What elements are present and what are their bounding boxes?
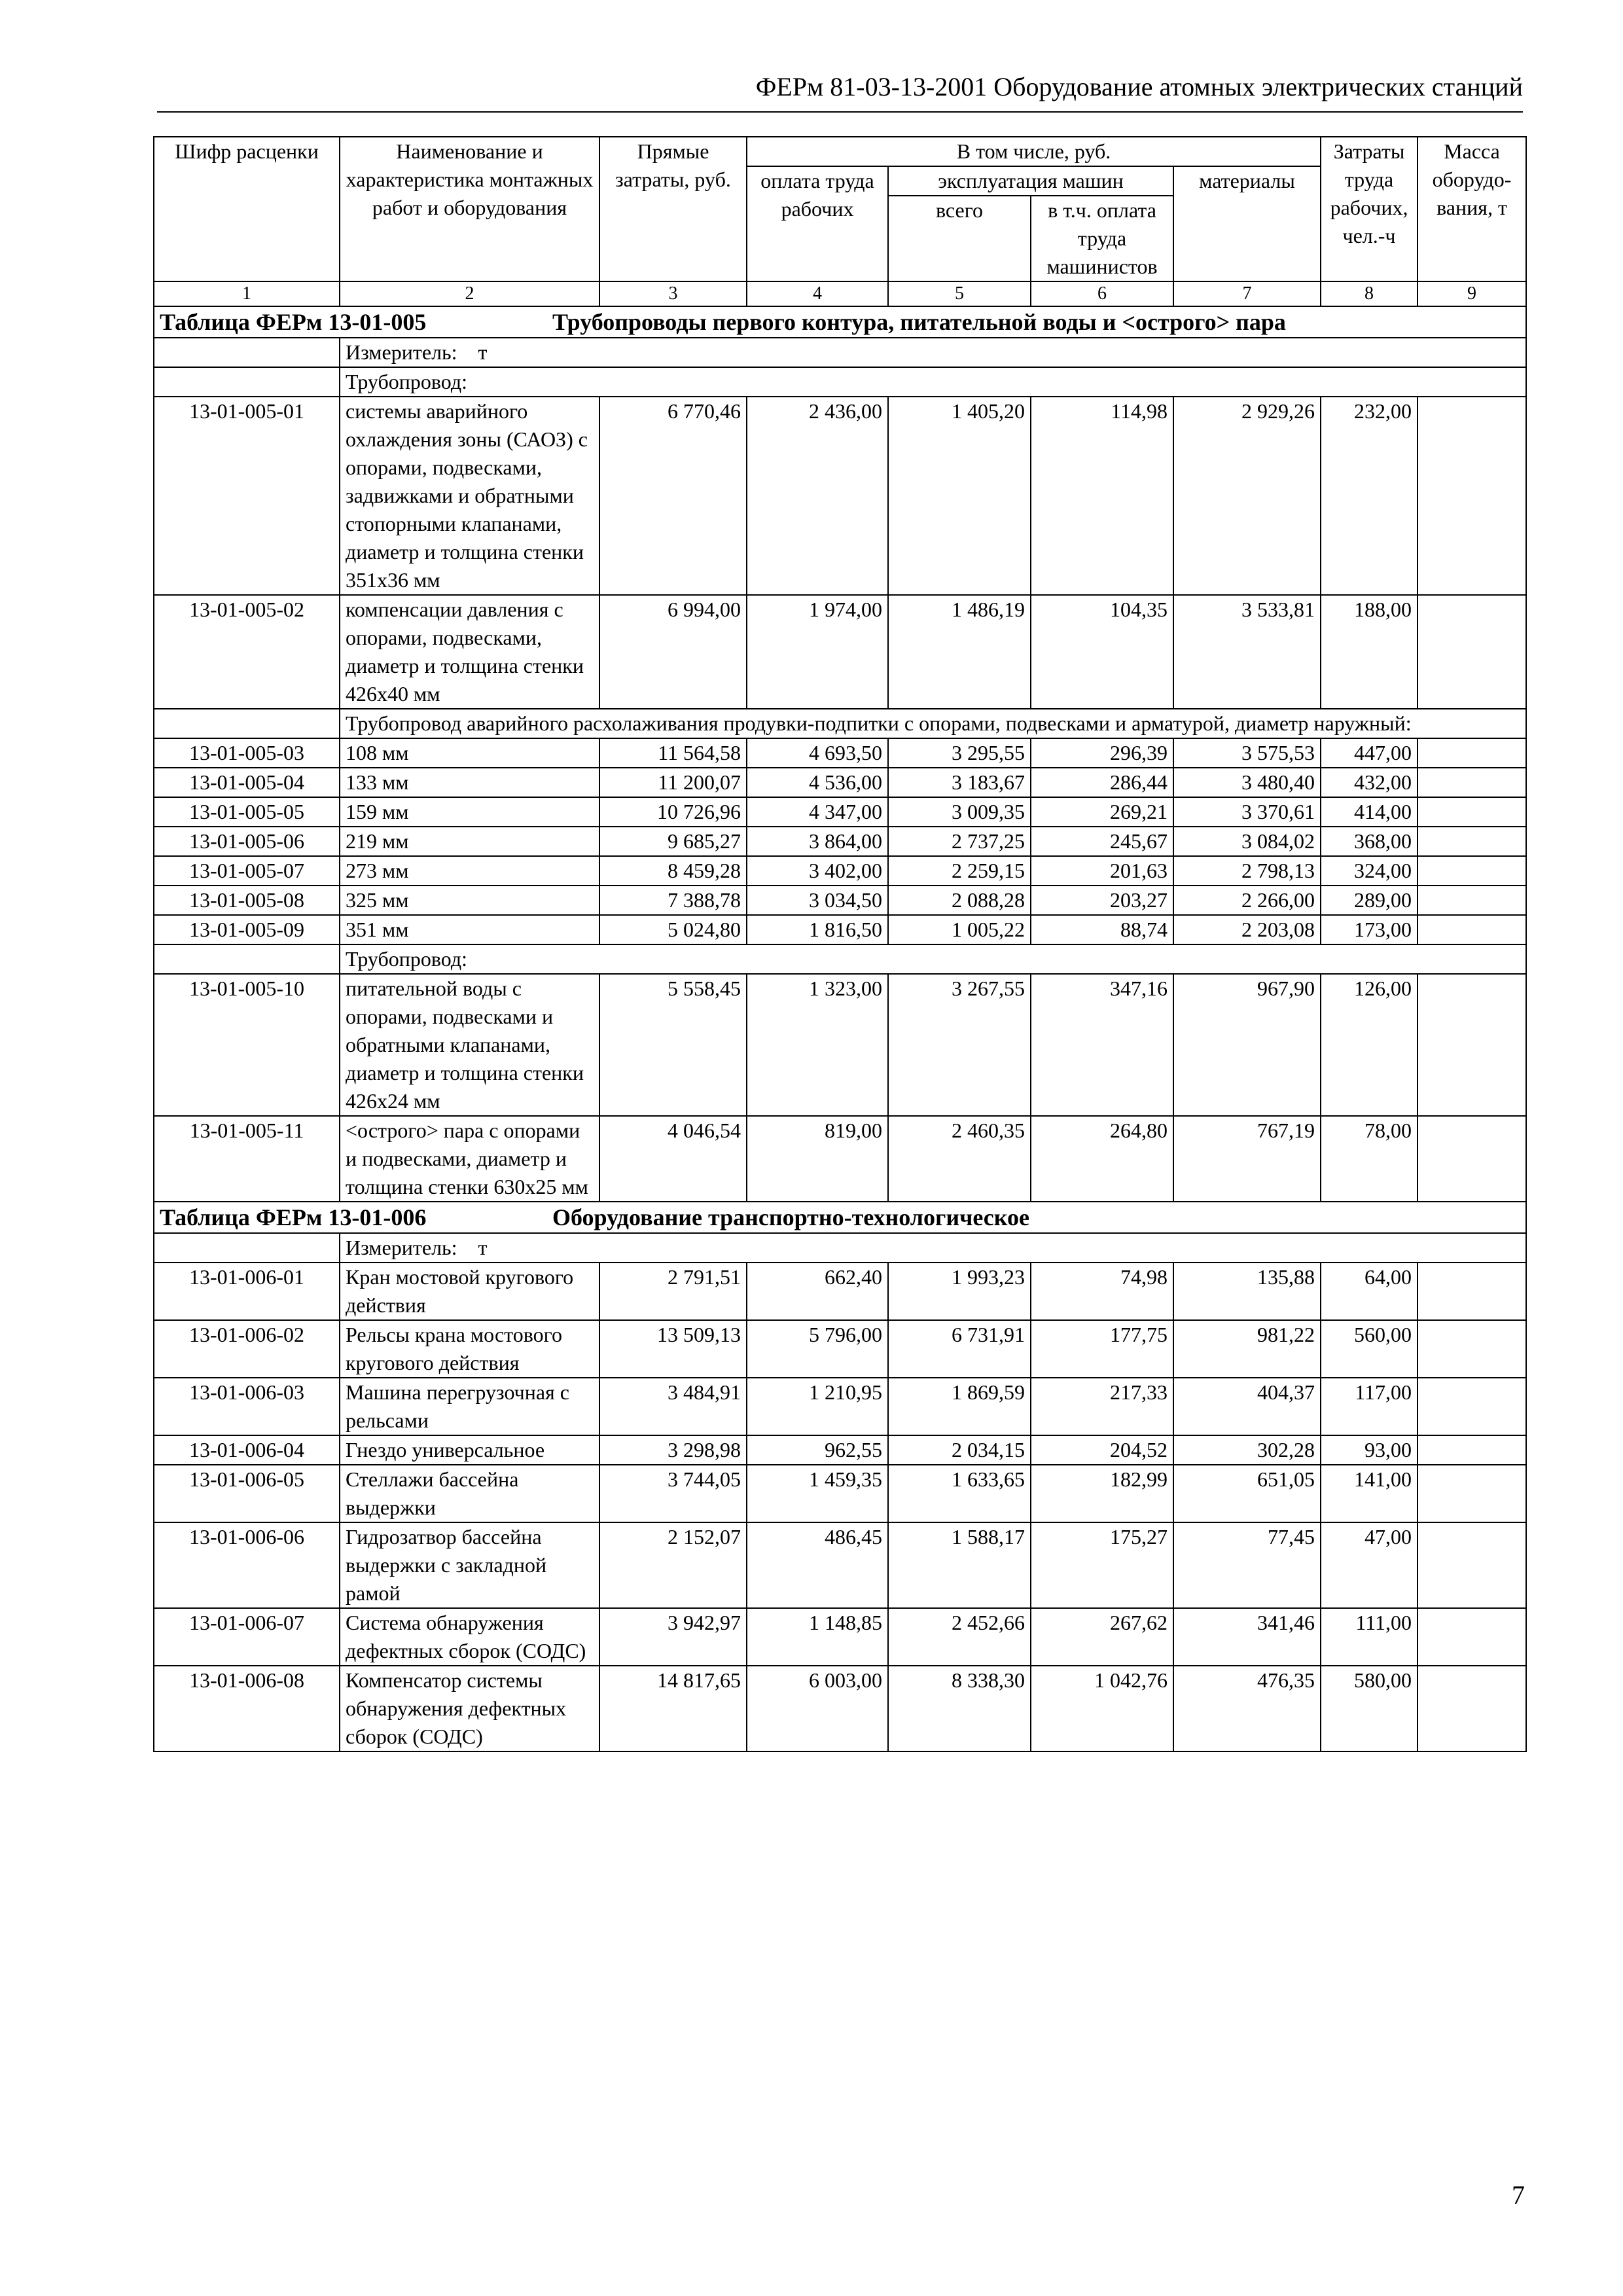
header-row-1 [154,137,1526,166]
cell-machines: 3 295,55 [888,738,1031,768]
cell-machinists: 74,98 [1031,1263,1173,1320]
cell-direct: 6 994,00 [599,595,747,709]
cell-code: 13-01-006-03 [154,1378,340,1435]
table-row [154,915,1526,944]
table-row [154,974,1526,1116]
cell-labor: 188,00 [1321,595,1418,709]
cell-materials: 2 798,13 [1173,856,1321,886]
cell-machinists: 347,16 [1031,974,1173,1116]
cell-labor: 173,00 [1321,915,1418,944]
cell-materials: 404,37 [1173,1378,1321,1435]
cell-name: Компенсатор системы обнаружения дефектных сборок (СОДС) [340,1666,599,1751]
col-materials-header: материалы [1173,166,1321,281]
cell-wages: 3 402,00 [747,856,888,886]
cell-name: 159 мм [340,797,599,827]
cell-labor: 232,00 [1321,397,1418,595]
cell-code: 13-01-005-02 [154,595,340,709]
measure-label: Измеритель: [346,340,457,364]
measure-label: Измеритель: [346,1236,457,1259]
cell-code: 13-01-005-08 [154,886,340,915]
cell-materials: 651,05 [1173,1465,1321,1522]
cell-machines: 2 460,35 [888,1116,1031,1202]
cell-mass [1418,797,1526,827]
group-title-row [154,709,1526,738]
cell-direct: 8 459,28 [599,856,747,886]
cell-wages: 1 210,95 [747,1378,888,1435]
cell-mass [1418,1465,1526,1522]
column-number: 3 [599,281,747,306]
cell-wages: 819,00 [747,1116,888,1202]
cell-machinists: 182,99 [1031,1465,1173,1522]
measure-row [154,1233,1526,1263]
cell-machines: 8 338,30 [888,1666,1031,1751]
cell-code: 13-01-005-04 [154,768,340,797]
cell-machines: 1 993,23 [888,1263,1031,1320]
cell-direct: 9 685,27 [599,827,747,856]
cell-direct: 5 558,45 [599,974,747,1116]
column-number: 7 [1173,281,1321,306]
cell-name: Гидрозатвор бассейна выдержки с закладной рамой [340,1522,599,1608]
cell-name: питательной воды с опорами, подвесками и обратными клапанами, диаметр и толщина стенки 426х24 мм [340,974,599,1116]
cell-materials: 3 533,81 [1173,595,1321,709]
col-direct-header: Прямые затраты, руб. [599,137,747,281]
column-number: 9 [1418,281,1526,306]
group-blank [154,367,340,397]
cell-machines: 1 588,17 [888,1522,1031,1608]
cell-labor: 580,00 [1321,1666,1418,1751]
cell-machines: 3 009,35 [888,797,1031,827]
column-number: 6 [1031,281,1173,306]
col-machines-total-header: всего [888,196,1031,281]
col-machines-header: эксплуатация машин [888,166,1173,196]
cell-machinists: 203,27 [1031,886,1173,915]
cell-wages: 1 974,00 [747,595,888,709]
table-row [154,1435,1526,1465]
cell-labor: 117,00 [1321,1378,1418,1435]
group-blank [154,944,340,974]
measure-unit: т [478,340,488,364]
cell-wages: 6 003,00 [747,1666,888,1751]
cell-code: 13-01-005-06 [154,827,340,856]
cell-direct: 4 046,54 [599,1116,747,1202]
cell-machinists: 104,35 [1031,595,1173,709]
cell-code: 13-01-006-02 [154,1320,340,1378]
cell-code: 13-01-005-03 [154,738,340,768]
cell-direct: 2 152,07 [599,1522,747,1608]
table-row [154,1608,1526,1666]
cell-machines: 2 088,28 [888,886,1031,915]
cell-wages: 4 693,50 [747,738,888,768]
cell-mass [1418,1435,1526,1465]
cell-code: 13-01-006-06 [154,1522,340,1608]
cell-labor: 289,00 [1321,886,1418,915]
group-title-row [154,944,1526,974]
cell-materials: 341,46 [1173,1608,1321,1666]
table-row [154,827,1526,856]
cell-wages: 962,55 [747,1435,888,1465]
column-number: 1 [154,281,340,306]
cell-materials: 2 929,26 [1173,397,1321,595]
cell-mass [1418,595,1526,709]
cell-machinists: 88,74 [1031,915,1173,944]
cell-mass [1418,1263,1526,1320]
cell-name: Стеллажи бассейна выдержки [340,1465,599,1522]
cell-labor: 78,00 [1321,1116,1418,1202]
cell-wages: 1 816,50 [747,915,888,944]
table-row [154,1522,1526,1608]
section-title-row [154,1202,1526,1233]
cell-mass [1418,397,1526,595]
cell-machinists: 286,44 [1031,768,1173,797]
cell-name: Гнездо универсальное [340,1435,599,1465]
cell-direct: 2 791,51 [599,1263,747,1320]
cell-materials: 3 575,53 [1173,738,1321,768]
cell-labor: 126,00 [1321,974,1418,1116]
cell-name: системы аварийного охлаждения зоны (САОЗ) с опорами, подвесками, задвижками и обратными стопорными клапанами, диаметр и толщина стенки 351х36 мм [340,397,599,595]
cell-code: 13-01-005-05 [154,797,340,827]
cell-machines: 3 183,67 [888,768,1031,797]
cell-code: 13-01-005-01 [154,397,340,595]
cell-mass [1418,1666,1526,1751]
table-row [154,1378,1526,1435]
cell-code: 13-01-005-11 [154,1116,340,1202]
cell-name: компенсации давления с опорами, подвесками, диаметр и толщина стенки 426х40 мм [340,595,599,709]
cell-labor: 64,00 [1321,1263,1418,1320]
cell-wages: 3 864,00 [747,827,888,856]
cell-mass [1418,1320,1526,1378]
measure-cell [340,1233,1526,1263]
cell-materials: 476,35 [1173,1666,1321,1751]
cell-direct: 14 817,65 [599,1666,747,1751]
cell-mass [1418,1116,1526,1202]
column-number: 5 [888,281,1031,306]
cell-direct: 5 024,80 [599,915,747,944]
cell-mass [1418,856,1526,886]
cell-direct: 10 726,96 [599,797,747,827]
section-title [154,306,1526,338]
cell-machinists: 245,67 [1031,827,1173,856]
cell-direct: 3 298,98 [599,1435,747,1465]
cell-machines: 1 005,22 [888,915,1031,944]
cell-machinists: 1 042,76 [1031,1666,1173,1751]
cell-machinists: 201,63 [1031,856,1173,886]
measure-row [154,338,1526,367]
cell-wages: 1 148,85 [747,1608,888,1666]
section-name: Трубопроводы первого контура, питательной воды и <острого> пара [552,309,1286,335]
cell-name: 351 мм [340,915,599,944]
cell-name: Система обнаружения дефектных сборок (СОДС) [340,1608,599,1666]
cell-materials: 2 266,00 [1173,886,1321,915]
cell-code: 13-01-006-05 [154,1465,340,1522]
column-number: 8 [1321,281,1418,306]
group-title-row [154,367,1526,397]
cell-materials: 3 480,40 [1173,768,1321,797]
cell-materials: 2 203,08 [1173,915,1321,944]
cell-machinists: 177,75 [1031,1320,1173,1378]
cell-wages: 1 459,35 [747,1465,888,1522]
cell-labor: 93,00 [1321,1435,1418,1465]
table-row [154,1320,1526,1378]
cell-mass [1418,1378,1526,1435]
section-number: Таблица ФЕРм 13-01-005 [160,309,427,335]
col-mass-header: Масса оборудо-вания, т [1418,137,1526,281]
table-row [154,797,1526,827]
section-number: Таблица ФЕРм 13-01-006 [160,1204,427,1230]
cell-name: 108 мм [340,738,599,768]
cell-materials: 3 084,02 [1173,827,1321,856]
cell-mass [1418,915,1526,944]
cell-materials: 3 370,61 [1173,797,1321,827]
table-row [154,1263,1526,1320]
cell-materials: 302,28 [1173,1435,1321,1465]
table-row [154,768,1526,797]
cell-name: 273 мм [340,856,599,886]
cell-direct: 3 942,97 [599,1608,747,1666]
col-incl-header: В том числе, руб. [747,137,1321,166]
cell-mass [1418,1522,1526,1608]
cell-direct: 11 564,58 [599,738,747,768]
cell-machinists: 204,52 [1031,1435,1173,1465]
cell-direct: 6 770,46 [599,397,747,595]
cell-name: 219 мм [340,827,599,856]
cell-labor: 432,00 [1321,768,1418,797]
cell-direct: 11 200,07 [599,768,747,797]
group-title: Трубопровод аварийного расхолаживания продувки-подпитки с опорами, подвесками и арматурой, диаметр наружный: [340,709,1526,738]
cell-machines: 3 267,55 [888,974,1031,1116]
table-row [154,595,1526,709]
cell-mass [1418,827,1526,856]
cell-wages: 662,40 [747,1263,888,1320]
table-row [154,397,1526,595]
cell-materials: 967,90 [1173,974,1321,1116]
cell-name: Кран мостовой кругового действия [340,1263,599,1320]
cell-name: 325 мм [340,886,599,915]
page-number: 7 [1512,2180,1525,2210]
cell-direct: 7 388,78 [599,886,747,915]
col-labor-header: Затраты труда рабочих, чел.-ч [1321,137,1418,281]
cell-machines: 1 486,19 [888,595,1031,709]
col-name-header: Наименование и характеристика монтажных работ и оборудования [340,137,599,281]
col-machinists-header: в т.ч. оплата труда машинистов [1031,196,1173,281]
cell-code: 13-01-005-07 [154,856,340,886]
cell-wages: 3 034,50 [747,886,888,915]
group-title: Трубопровод: [340,944,1526,974]
cell-materials: 135,88 [1173,1263,1321,1320]
cell-mass [1418,974,1526,1116]
measure-blank [154,1233,340,1263]
cell-labor: 141,00 [1321,1465,1418,1522]
cell-wages: 486,45 [747,1522,888,1608]
measure-blank [154,338,340,367]
cell-code: 13-01-006-04 [154,1435,340,1465]
cell-code: 13-01-006-07 [154,1608,340,1666]
table-row [154,1666,1526,1751]
cell-machinists: 114,98 [1031,397,1173,595]
table-row [154,886,1526,915]
cell-machinists: 269,21 [1031,797,1173,827]
cell-machinists: 264,80 [1031,1116,1173,1202]
cell-materials: 981,22 [1173,1320,1321,1378]
cell-machines: 1 869,59 [888,1378,1031,1435]
cell-code: 13-01-006-01 [154,1263,340,1320]
cell-wages: 1 323,00 [747,974,888,1116]
cell-machines: 6 731,91 [888,1320,1031,1378]
cell-machines: 2 259,15 [888,856,1031,886]
cell-machines: 1 633,65 [888,1465,1031,1522]
cell-name: Рельсы крана мостового кругового действия [340,1320,599,1378]
cell-direct: 13 509,13 [599,1320,747,1378]
table-row [154,856,1526,886]
column-numbers-row [154,281,1526,306]
cell-labor: 47,00 [1321,1522,1418,1608]
cell-labor: 111,00 [1321,1608,1418,1666]
column-number: 2 [340,281,599,306]
cell-labor: 447,00 [1321,738,1418,768]
cell-mass [1418,1608,1526,1666]
cell-wages: 4 347,00 [747,797,888,827]
measure-cell [340,338,1526,367]
section-title-row [154,306,1526,338]
col-code-header: Шифр расценки [154,137,340,281]
cell-labor: 324,00 [1321,856,1418,886]
rates-table [153,136,1527,1752]
cell-name: <острого> пара с опорами и подвесками, диаметр и толщина стенки 630х25 мм [340,1116,599,1202]
cell-mass [1418,738,1526,768]
cell-machinists: 217,33 [1031,1378,1173,1435]
cell-code: 13-01-005-10 [154,974,340,1116]
table-row [154,738,1526,768]
cell-wages: 4 536,00 [747,768,888,797]
cell-labor: 368,00 [1321,827,1418,856]
cell-wages: 5 796,00 [747,1320,888,1378]
cell-machines: 1 405,20 [888,397,1031,595]
cell-machinists: 296,39 [1031,738,1173,768]
section-name: Оборудование транспортно-технологическое [552,1204,1030,1230]
cell-mass [1418,886,1526,915]
cell-materials: 77,45 [1173,1522,1321,1608]
cell-mass [1418,768,1526,797]
cell-machinists: 175,27 [1031,1522,1173,1608]
cell-name: 133 мм [340,768,599,797]
cell-wages: 2 436,00 [747,397,888,595]
group-blank [154,709,340,738]
table-row [154,1465,1526,1522]
column-number: 4 [747,281,888,306]
cell-machinists: 267,62 [1031,1608,1173,1666]
document-header: ФЕРм 81-03-13-2001 Оборудование атомных электрических станций [157,71,1523,113]
table-row [154,1116,1526,1202]
cell-labor: 414,00 [1321,797,1418,827]
measure-unit: т [478,1236,488,1259]
cell-materials: 767,19 [1173,1116,1321,1202]
col-wages-header: оплата труда рабочих [747,166,888,281]
cell-machines: 2 737,25 [888,827,1031,856]
cell-direct: 3 744,05 [599,1465,747,1522]
cell-code: 13-01-006-08 [154,1666,340,1751]
section-title [154,1202,1526,1233]
cell-code: 13-01-005-09 [154,915,340,944]
cell-machines: 2 452,66 [888,1608,1031,1666]
cell-labor: 560,00 [1321,1320,1418,1378]
group-title: Трубопровод: [340,367,1526,397]
cell-machines: 2 034,15 [888,1435,1031,1465]
cell-name: Машина перегрузочная с рельсами [340,1378,599,1435]
cell-direct: 3 484,91 [599,1378,747,1435]
